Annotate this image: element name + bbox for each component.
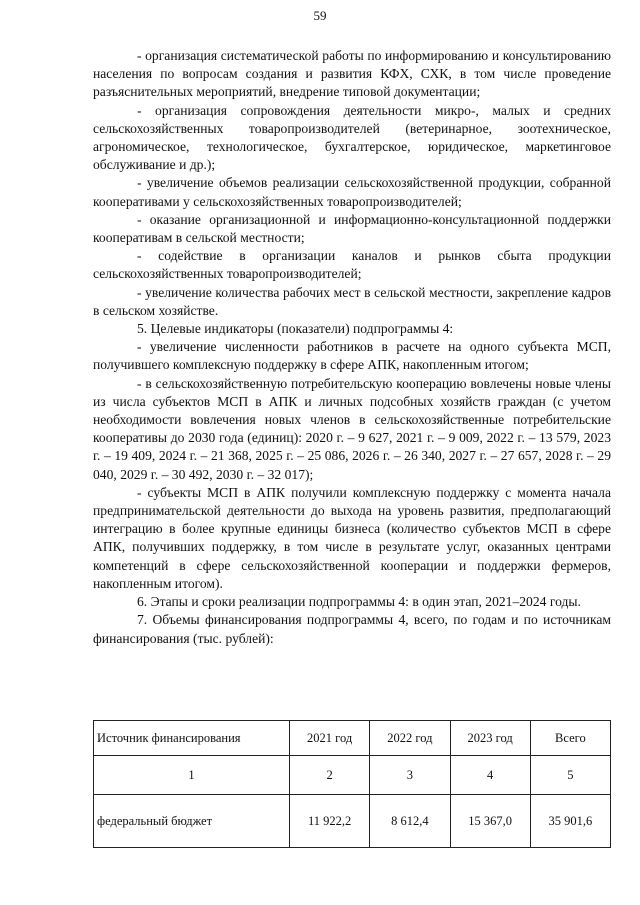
table-header-cell: Всего [530,721,610,756]
table-column-number-row [94,756,611,795]
paragraph: - организация систематической работы по информированию и консультированию населения по вопросам создания и развития КФХ, СХК, в том числе проведение разъяснительных мероприятий, внедрение типовой документации; [93,48,611,100]
paragraph: - содействие в организации каналов и рынков сбыта продукции сельскохозяйственных товаропроизводителей; [93,248,611,282]
paragraph: - увеличение объемов реализации сельскохозяйственной продукции, собранной кооперативами у сельскохозяйственных товаропроизводителей; [93,175,611,209]
table-cell: 11 922,2 [290,795,370,848]
column-number-cell: 1 [94,756,290,795]
column-number-cell: 4 [450,756,530,795]
section-heading: 7. Объемы финансирования подпрограммы 4, всего, по годам и по источникам финансирования (тыс. рублей): [93,612,611,646]
table-cell: 35 901,6 [530,795,610,848]
table-header-cell: Источник финансирования [94,721,290,756]
column-number-cell: 2 [290,756,370,795]
table-cell: федеральный бюджет [94,795,290,848]
paragraph: - организация сопровождения деятельности микро-, малых и средних сельскохозяйственных товаропроизводителей (ветеринарное, зоотехническое, агрономическое, технологическое, бухгалтерское, юридическое, маркетинговое обслуживание и др.); [93,102,611,173]
paragraph: - увеличение численности работников в расчете на одного субъекта МСП, получившего комплексную поддержку в сфере АПК, накопленным итогом; [93,339,611,373]
financing-table [93,720,611,848]
paragraph: - увеличение количества рабочих мест в сельской местности, закрепление кадров в сельском хозяйстве. [93,284,611,318]
table-cell: 8 612,4 [370,795,450,848]
table-row [94,795,611,848]
section-heading: 5. Целевые индикаторы (показатели) подпрограммы 4: [137,321,454,337]
column-number-cell: 5 [530,756,610,795]
paragraph: - оказание организационной и информационно-консультационной поддержки кооперативам в сельской местности; [93,211,611,246]
paragraph: - субъекты МСП в АПК получили комплексную поддержку с момента начала предпринимательской деятельности до выхода на уровень развития, предполагающий интеграцию в более крупные единицы бизнеса (количество субъектов МСП в сфере АПК, получивших поддержку, в том числе в результате услуг, оказанных центрами компетенций в сфере сельскохозяйственной кооперации и поддержки фермеров, накопленным итогом). [93,484,611,591]
column-number-cell: 3 [370,756,450,795]
body-text [93,47,611,648]
table-header-cell: 2023 год [450,721,530,756]
table-header-cell: 2022 год [370,721,450,756]
page-number: 59 [313,8,327,23]
section-heading: 6. Этапы и сроки реализации подпрограммы 4: в один этап, 2021–2024 годы. [137,594,581,610]
table-cell: 15 367,0 [450,795,530,848]
table-header-row [94,721,611,756]
paragraph: - в сельскохозяйственную потребительскую кооперацию вовлечены новые члены из числа субъектов МСП в АПК и личных подсобных хозяйств граждан (с учетом необходимости вовлечения новых членов в сельскохозяйственные потребительские кооперативы до 2030 года (единиц): 2020 г. – 9 627, 2021 г. – 9 009, 2022 г. – 13 579, 2023 г. – 19 409, 2024 г. – 21 368, 2025 г. – 25 086, 2026 г. – 26 340, 2027 г. – 27 657, 2028 г. – 29 040, 2029 г. – 30 492, 2030 г. – 32 017); [93,375,611,482]
table-header-cell: 2021 год [290,721,370,756]
